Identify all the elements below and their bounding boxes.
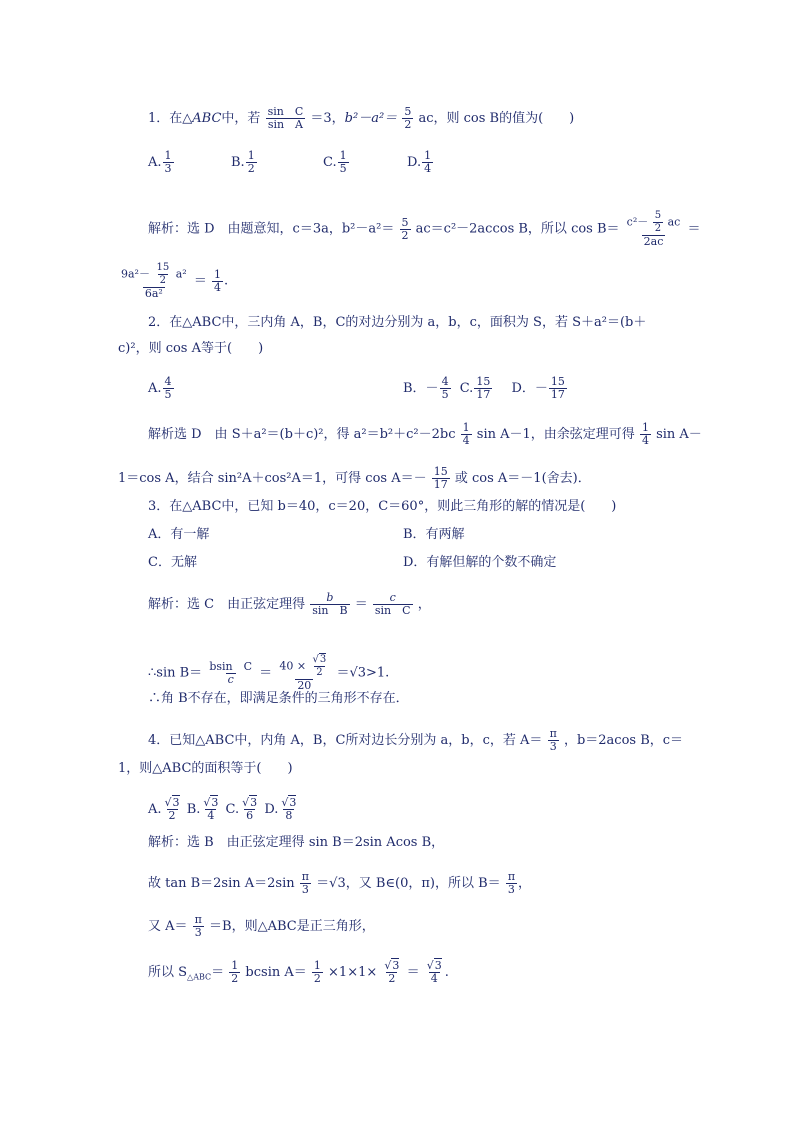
fraction-den: 3 (164, 162, 172, 175)
q2-stem-line1: 2．在△ABC中，三内角 A，B，C的对边分别为 a，b，c，面积为 S，若 S＋a²＝(b＋ (148, 315, 647, 330)
fraction-num: 1 (339, 149, 347, 162)
stem-text: 4．已知△ABC中，内角 A，B，C所对边长分别为 a，b，c，若 A＝ (148, 733, 543, 748)
option-fraction (163, 797, 182, 822)
solution-text: ×1×1× (328, 965, 378, 980)
solution-text: bcsin A＝ (245, 965, 307, 980)
q1-option-a (148, 150, 175, 175)
fraction-num: 1 (641, 421, 649, 434)
sqrt-radicand: 3 (211, 796, 219, 809)
solution-fraction (207, 661, 254, 686)
solution-fraction (400, 217, 411, 242)
fraction-den: 5 (164, 388, 172, 401)
solution-text: 或 cos A＝－1(舍去)． (454, 471, 591, 486)
q3-solution-line1 (148, 592, 431, 617)
fraction-num: √3 (384, 959, 400, 972)
solution-text: 所以 S (148, 965, 188, 980)
fraction-num: 15 (476, 375, 491, 388)
fraction-num: 5 (401, 215, 409, 229)
fraction-num: √3 (203, 796, 219, 809)
q1-solution-line1 (148, 210, 701, 248)
q1-stem-part: ABC (192, 111, 222, 126)
option-fraction (163, 376, 174, 401)
q2-option-a (148, 376, 175, 401)
fraction-num: 4 (441, 375, 449, 388)
solution-text: ， (417, 597, 431, 612)
solution-text: sin A－1，由余弦定理可得 (476, 427, 635, 442)
option-label: C. (225, 802, 240, 817)
q1-stem-part: b²－a²＝ (344, 111, 398, 126)
solution-text: ， (518, 876, 532, 891)
fraction-den: 2 (388, 972, 396, 985)
solution-big-fraction (625, 210, 683, 248)
option-label: D. (264, 802, 279, 817)
fraction-num: 15 (433, 465, 448, 478)
stem-fraction (548, 728, 559, 753)
q3-solution-line3: ∴角 B不存在，即满足条件的三角形不存在． (148, 691, 409, 706)
solution-text: ＝B，则△ABC是正三角形， (209, 919, 375, 934)
nested-fraction (311, 654, 329, 679)
fraction-num-text: a² (175, 267, 187, 281)
q4-options (148, 797, 299, 822)
option-fraction (246, 150, 257, 175)
fraction-num: 5 (654, 210, 662, 221)
solution-text: ＝ (406, 965, 420, 980)
solution-text: . (223, 273, 229, 289)
solution-fraction (310, 592, 349, 617)
q3-option-c: C．无解 (148, 555, 197, 570)
option-fraction (422, 150, 433, 175)
fraction-num: 1 (462, 421, 470, 434)
option-label: B. (231, 155, 245, 170)
q4-stem-line1 (148, 728, 683, 753)
nested-fraction (653, 210, 663, 235)
fraction-den: 4 (462, 434, 470, 447)
fraction-num: π (507, 870, 516, 883)
solution-text: 解析：选 D 由题意知，c＝3a，b²－a²＝ (148, 221, 395, 237)
option-fraction (440, 376, 451, 401)
option-label: C. (459, 381, 474, 396)
fraction-num: 1 (164, 149, 172, 162)
option-fraction (240, 797, 259, 822)
solution-fraction (640, 422, 651, 447)
solution-text: 解析：选 C 由正弦定理得 (148, 597, 306, 612)
fraction-den: 4 (213, 280, 221, 294)
fraction-den: 2 (316, 667, 323, 678)
fraction-den: 8 (285, 809, 293, 822)
fraction-den: 20 (297, 679, 312, 692)
fraction-num: √3 (242, 796, 258, 809)
solution-fraction (425, 960, 444, 985)
option-fraction (474, 376, 492, 401)
fraction-den: 2 (231, 972, 239, 985)
fraction-den: sin A (267, 118, 304, 131)
q1-fraction (266, 106, 306, 131)
q3-option-b: B．有两解 (403, 527, 465, 542)
q3-stem: 3．在△ABC中，已知 b＝40，c＝20，C＝60°，则此三角形的解的情况是( ) (148, 499, 617, 514)
sqrt-radicand: 3 (250, 796, 258, 809)
fraction-num: 1 (231, 959, 239, 972)
q4-solution-line3 (148, 914, 375, 939)
fraction-num: 1 (313, 959, 321, 972)
nested-fraction (154, 262, 171, 287)
fraction-num: c (389, 591, 396, 604)
fraction-den: 4 (430, 972, 438, 985)
fraction-den: 4 (641, 434, 649, 447)
solution-text: 又 A＝ (148, 919, 188, 934)
fraction-num: π (301, 870, 310, 883)
solution-text: . (444, 965, 449, 980)
fraction-den: sin B (312, 604, 348, 617)
fraction-num: 15 (156, 262, 170, 273)
solution-text: ＝√3，又 B∈(0，π)，所以 B＝ (316, 876, 501, 891)
option-label: C. (323, 155, 337, 170)
fraction-den: 2 (401, 228, 409, 242)
fraction-den: 17 (433, 478, 448, 491)
option-label: A. (148, 381, 162, 396)
fraction-den: 6 (246, 809, 254, 822)
solution-fraction (382, 960, 401, 985)
fraction-den: 2 (654, 223, 662, 234)
option-label: A. (148, 155, 162, 170)
q3-option-d: D．有解但解的个数不确定 (403, 555, 557, 570)
solution-big-fraction (119, 262, 189, 300)
fraction-num: 5 (404, 105, 412, 118)
fraction-den: 3 (194, 926, 202, 939)
fraction-num-text: ac (667, 215, 681, 229)
q2-solution-line2 (118, 466, 591, 491)
fraction-num: bsin C (209, 659, 253, 673)
solution-fraction (300, 871, 311, 896)
fraction-den: 3 (549, 740, 557, 753)
solution-text: ＝ (687, 221, 701, 237)
q1-stem-part: 1．在△ (148, 111, 193, 126)
q2-option-b (403, 376, 568, 401)
q3-solution-line2 (148, 654, 389, 692)
fraction-den: c (227, 672, 234, 686)
sqrt-radicand: 3 (434, 959, 442, 972)
option-fraction (338, 150, 349, 175)
solution-text: ∴sin B＝ (148, 665, 203, 681)
q4-solution-line2 (148, 871, 531, 896)
solution-fraction (229, 960, 240, 985)
fraction-den: 17 (550, 388, 565, 401)
solution-text: ＝√3>1. (336, 665, 390, 681)
q1-option-b (231, 150, 258, 175)
fraction-num: 1 (424, 149, 432, 162)
fraction-num (277, 654, 331, 679)
solution-text: 故 tan B＝2sin A＝2sin (148, 876, 295, 891)
fraction-den: 3 (301, 883, 309, 896)
solution-fraction (312, 960, 323, 985)
fraction-den: 5 (339, 162, 347, 175)
fraction-num: 1 (247, 149, 255, 162)
solution-text: 解析选 D 由 S＋a²＝(b＋c)²，得 a²＝b²＋c²－2bc (148, 427, 456, 442)
q1-stem-part: ac，则 cos B的值为( ) (418, 111, 575, 126)
q2-stem-line2: c)²，则 cos A等于( ) (118, 341, 264, 356)
option-label: A. (148, 802, 162, 817)
q4-solution-line1: 解析：选 B 由正弦定理得 sin B＝2sin Acos B， (148, 835, 445, 850)
q4-solution-line4 (148, 960, 449, 986)
solution-text: sin A－ (656, 427, 702, 442)
fraction-den: 3 (507, 883, 515, 896)
q1-stem (148, 106, 574, 131)
fraction-den: 5 (441, 388, 449, 401)
solution-text: ＝ (193, 273, 207, 289)
fraction-den: 2ac (643, 235, 664, 248)
q1-stem-part: ＝3， (310, 111, 345, 126)
option-label: B. (186, 802, 201, 817)
fraction-den: 2 (159, 275, 167, 286)
q3-option-a: A．有一解 (148, 527, 210, 542)
q2-solution-line1 (148, 422, 702, 447)
q1-option-c (323, 150, 350, 175)
option-label: D. (407, 155, 422, 170)
fraction-den: 6a² (144, 287, 163, 300)
solution-text: ＝ (354, 597, 368, 612)
solution-fraction (212, 269, 223, 294)
fraction-den: 2 (168, 809, 176, 822)
solution-text: 1＝cos A，结合 sin²A＋cos²A＝1，可得 cos A＝－ (118, 471, 427, 486)
solution-fraction (432, 466, 450, 491)
solution-text: ＝ (211, 965, 225, 980)
fraction-num: b (326, 591, 334, 604)
option-label: B．－ (403, 381, 439, 396)
solution-fraction (193, 914, 204, 939)
fraction-num: 4 (164, 375, 172, 388)
fraction-num: π (549, 727, 557, 740)
sqrt-radicand: 3 (289, 796, 297, 809)
option-fraction (279, 797, 298, 822)
q4-stem-line2: 1，则△ABC的面积等于( ) (118, 761, 293, 776)
sqrt-radicand: 3 (319, 654, 327, 665)
solution-big-fraction (277, 654, 331, 692)
solution-fraction (461, 422, 472, 447)
fraction-num-text: 40 × (279, 659, 307, 673)
q1-option-d (407, 150, 434, 175)
sqrt-radicand: 3 (392, 959, 400, 972)
fraction-num (119, 262, 189, 287)
q1-fraction (402, 106, 413, 131)
subscript: △ABC (187, 972, 212, 982)
fraction-den: sin C (374, 604, 411, 617)
stem-text: ，b＝2acos B，c＝ (563, 733, 684, 748)
fraction-den: 2 (404, 118, 412, 131)
fraction-num: √3 (281, 796, 297, 809)
fraction-num (625, 210, 683, 235)
option-fraction (549, 376, 567, 401)
fraction-num: √3 (164, 796, 180, 809)
fraction-num: √3 (426, 959, 442, 972)
option-fraction (201, 797, 220, 822)
q1-stem-part: 中，若 (221, 111, 261, 126)
option-fraction (163, 150, 174, 175)
solution-text: ＝ (259, 665, 273, 681)
fraction-num: sin C (267, 105, 304, 118)
fraction-num: π (194, 913, 202, 926)
q1-solution-line2 (118, 262, 228, 300)
fraction-den: 17 (476, 388, 491, 401)
fraction-den: 4 (207, 809, 215, 822)
fraction-num-text: c²－ (626, 215, 649, 229)
fraction-num-text: 9a²－ (121, 267, 150, 281)
solution-text: ac＝c²－2accos B，所以 cos B＝ (415, 221, 620, 237)
fraction-den: 2 (313, 972, 321, 985)
fraction-num: 1 (213, 267, 221, 281)
fraction-den: 2 (247, 162, 255, 175)
fraction-den: 4 (424, 162, 432, 175)
fraction-num: √3 (312, 654, 327, 665)
sqrt-radicand: 3 (172, 796, 180, 809)
solution-fraction (506, 871, 517, 896)
option-label: D．－ (511, 381, 548, 396)
solution-fraction (373, 592, 413, 617)
fraction-num: 15 (550, 375, 565, 388)
